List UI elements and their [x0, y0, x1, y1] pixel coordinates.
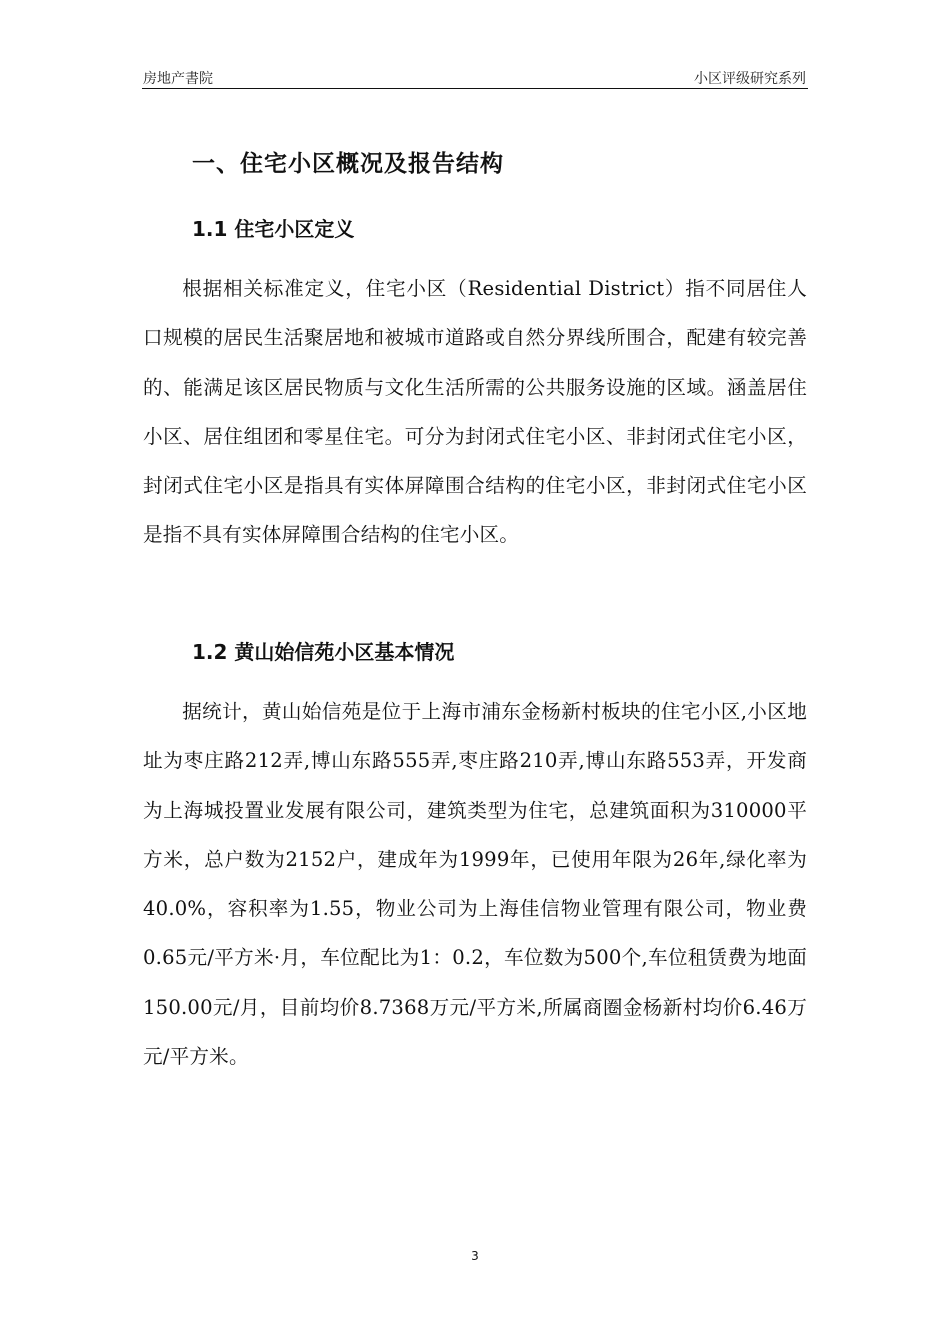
section-heading: 一、住宅小区概况及报告结构 — [192, 151, 504, 177]
definition-paragraph: 根据相关标准定义，住宅小区（Residential District）指不同居住人口规模的居民生活聚居地和被城市道路或自然分界线所围合，配建有较完善的、能满足该区居民物质与文化生活所需的公共服务设施的区域。涵盖居住小区、居住组团和零星住宅。可分为封闭式住宅小区、非封闭式住宅小区，封闭式住宅小区是指具有实体屏障围合结构的住宅小区，非封闭式住宅小区是指不具有实体屏障围合结构的住宅小区。 — [143, 277, 807, 547]
page-number: 3 — [471, 1249, 479, 1263]
header-brand: 房地产書院 — [143, 71, 213, 87]
header-divider — [142, 88, 808, 89]
header-series-title: 小区评级研究系列 — [694, 71, 806, 87]
subsection-heading-definition: 1.1 住宅小区定义 — [192, 217, 355, 241]
subsection-heading-overview: 1.2 黄山始信苑小区基本情况 — [192, 640, 455, 664]
overview-paragraph: 据统计，黄山始信苑是位于上海市浦东金杨新村板块的住宅小区,小区地址为枣庄路212弄,博山东路555弄,枣庄路210弄,博山东路553弄，开发商为上海城投置业发展有限公司，建筑类型为住宅，总建筑面积为310000平方米，总户数为2152户，建成年为1999年，已使用年限为26年,绿化率为40.0%，容积率为1.55，物业公司为上海佳信物业管理有限公司，物业费0.65元/平方米·月，车位配比为1：0.2，车位数为500个,车位租赁费为地面150.00元/月，目前均价8.7368万元/平方米,所属商圈金杨新村均价6.46万元/平方米。 — [143, 700, 807, 1069]
